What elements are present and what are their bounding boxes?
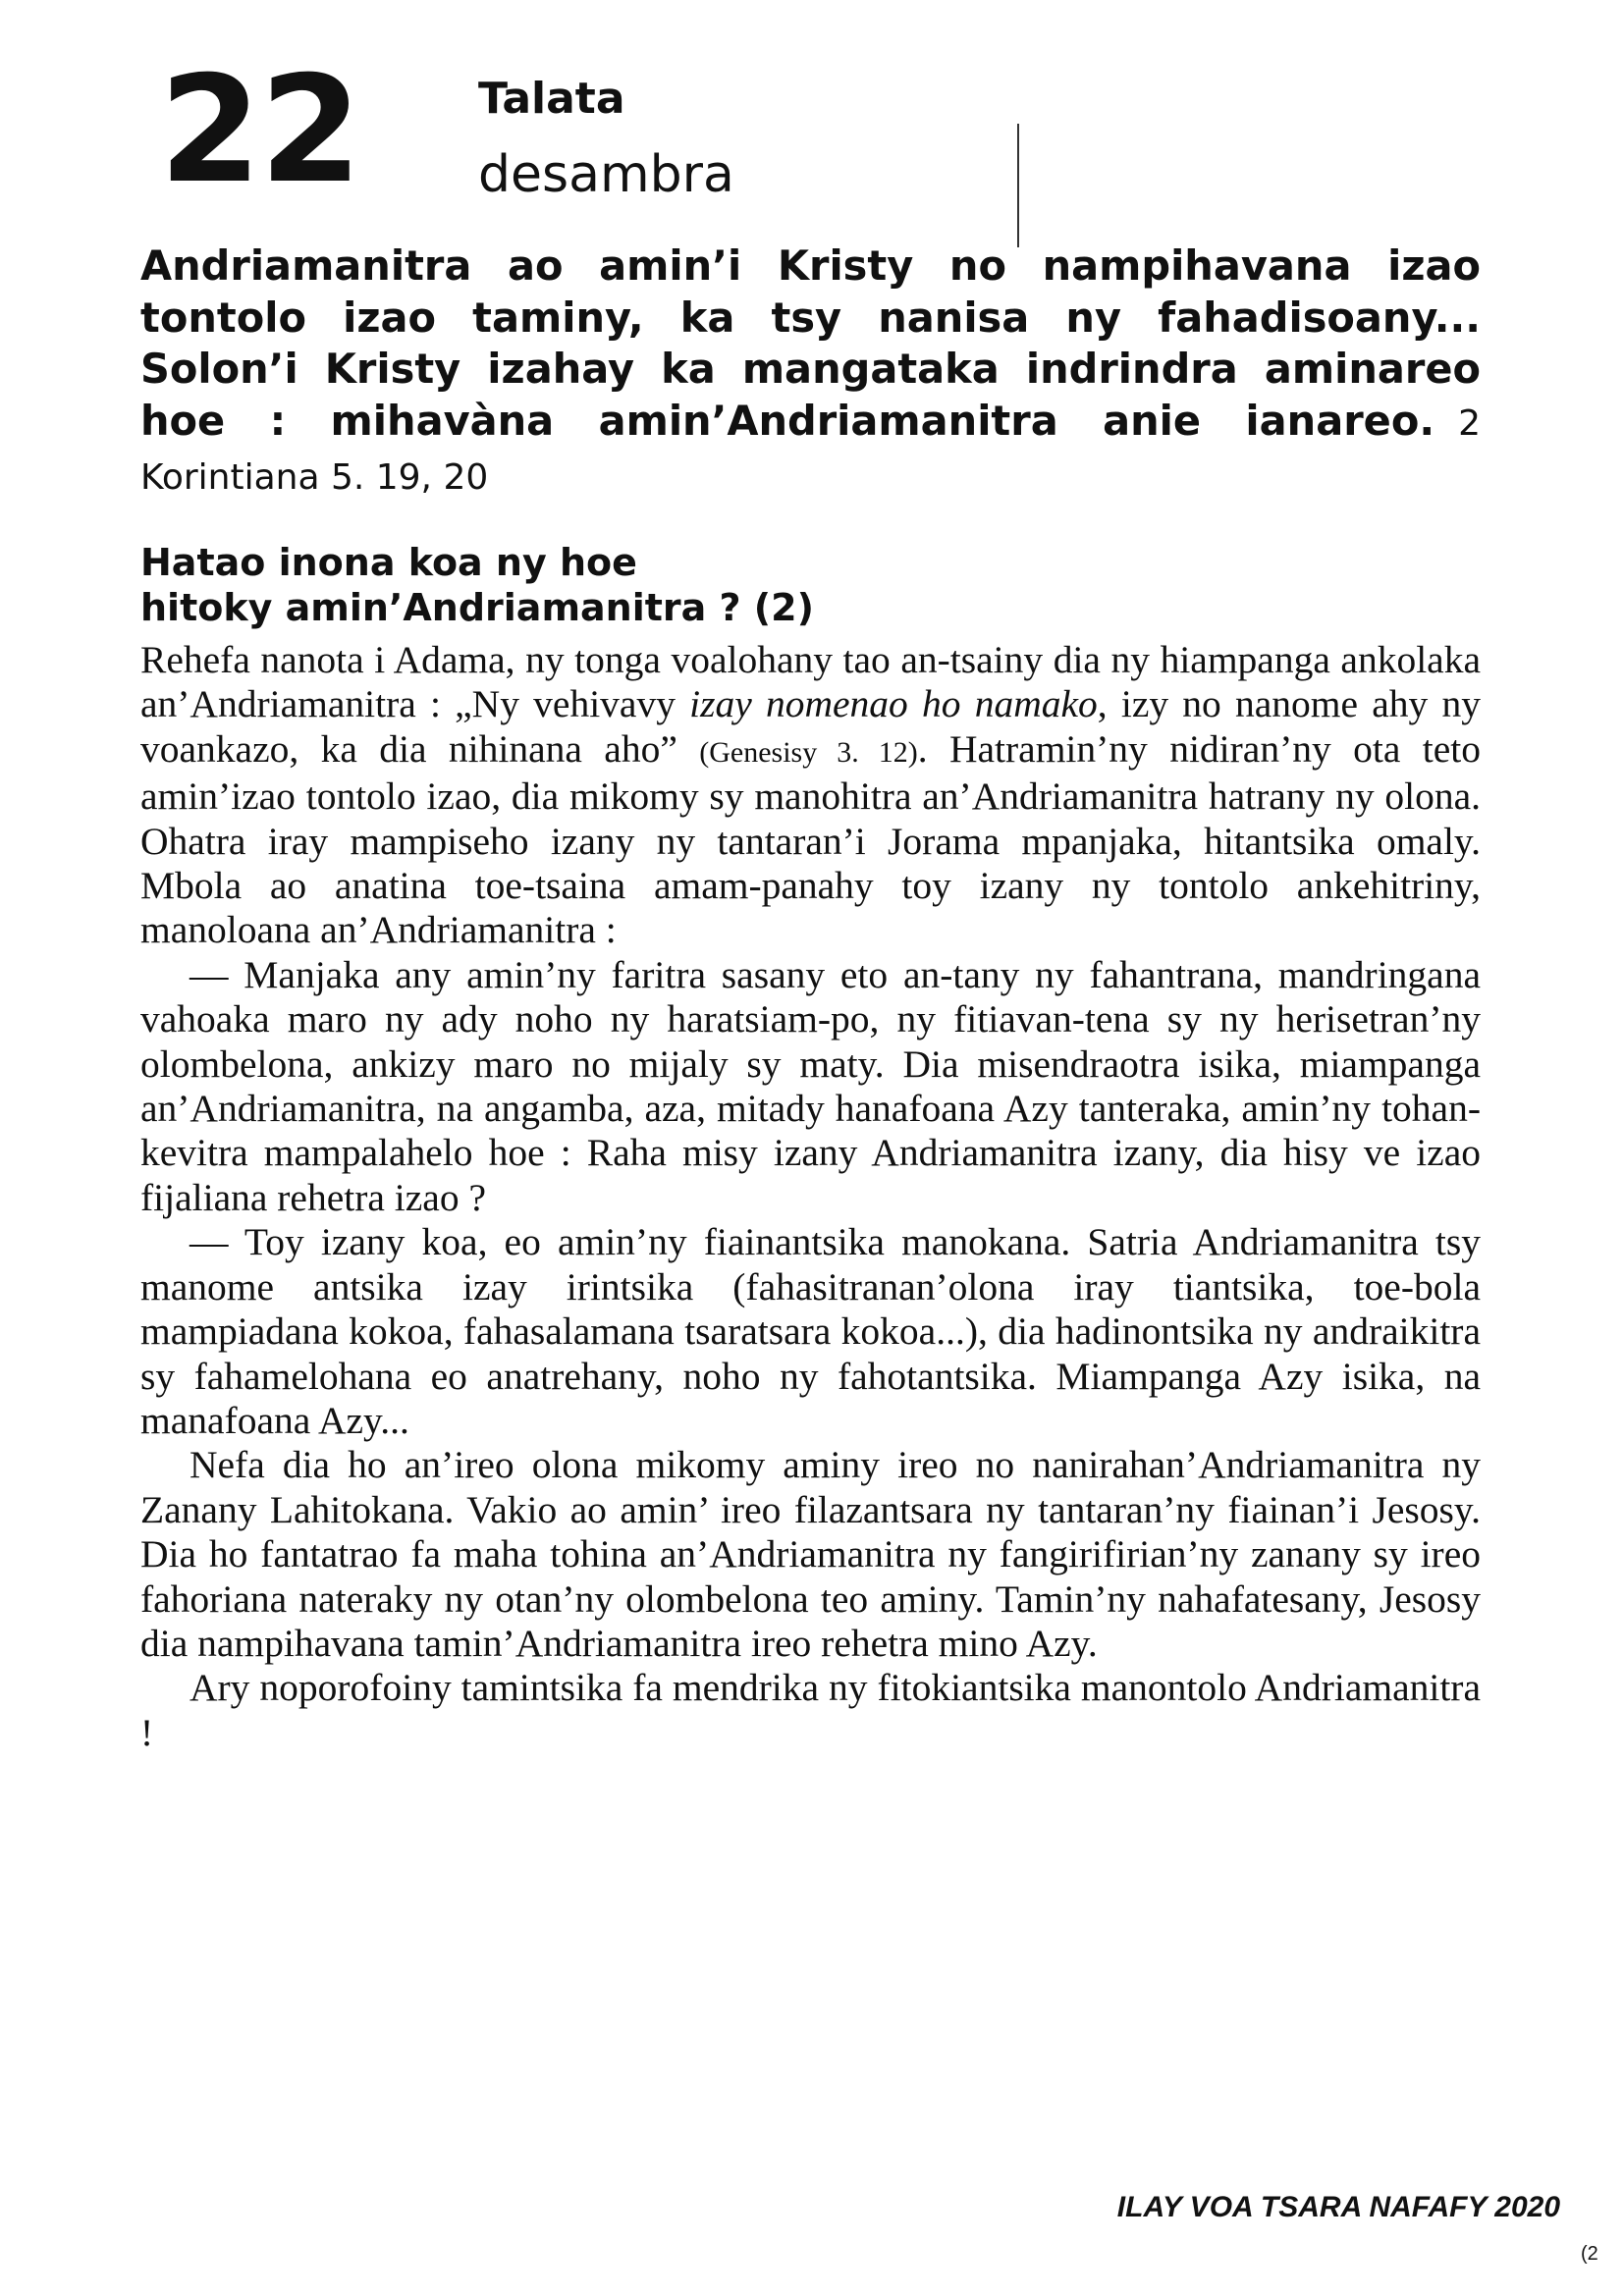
day-number: 22 [159,45,360,216]
month-label: desambra [478,145,734,204]
date-header [159,45,1534,216]
paragraph-1-text-a: Rehefa nanota i Adama, ny tonga voalohany tao an-tsainy dia ny hiampanga ankolaka an’Andriamanitra : „Ny vehivavy [140,638,1481,726]
header-divider [1017,124,1019,247]
footer-title: ILAY VOA TSARA NAFAFY 2020 [1116,2191,1560,2223]
paragraph-4: Nefa dia ho an’ireo olona mikomy aminy ireo no nanirahan’Andriamanitra ny Zanany Lahitokana. Vakio ao amin’ ireo filazantsara ny tantaran’ny fiainan’i Jesosy. Dia ho fantatrao fa maha tohina an’Andriamanitra ny fangirifirian’ny zanany sy ireo fahoriana nateraky ny otan’ny olombelona teo aminy. Tamin’ny nahafatesany, Jesosy dia nampihavana tamin’Andriamanitra ireo rehetra mino Azy. [140,1443,1481,1665]
article-title [140,540,1481,630]
daily-verse [140,240,1481,505]
paragraph-1-reference: (Genesisy 3. 12) [699,735,918,769]
verse-text: Andriamanitra ao amin’i Kristy no nampihavana izao tontolo izao taminy, ka tsy nanisa ny fahadisoany... Solon’i Kristy izahay ka mangataka indrindra aminareo hoe : mihavàna amin’Andriamanitra anie ianareo. [140,241,1481,445]
weekday-label: Talata [478,74,625,124]
paragraph-3: — Toy izany koa, eo amin’ny fiainantsika manokana. Satria Andriamanitra tsy manome antsika izay irintsika (fahasitranan’olona iray tiantsika, toe-bola mampiadana kokoa, fahasalamana tsaratsara kokoa...), dia hadinontsika ny andraikitra sy fahamelohana eo anatrehany, noho ny fahotantsika. Miampanga Azy isika, na manafoana Azy... [140,1220,1481,1442]
verse-reference: 2 Korintiana 5. 19, 20 [140,402,1481,498]
paragraph-1 [140,638,1481,953]
paragraph-5: Ary noporofoiny tamintsika fa mendrika ny fitokiantsika manontolo Andriamanitra ! [140,1666,1481,1754]
article-title-line-2: hitoky amin’Andriamanitra ? (2) [140,586,814,629]
article-body [140,638,1481,1755]
page-number: (2 [1581,2243,1598,2265]
paragraph-1-text-c: . Hatramin’ny nidiran’ny ota teto amin’izao tontolo izao, dia mikomy sy manohitra an’Andriamanitra hatrany ny olona. Ohatra iray mampiseho izany ny tantaran’i Jorama mpanjaka, hitantsika omaly. Mbola ao anatina toe-tsaina amam-panahy toy izany ny tontolo ankehitriny, manoloana an’Andriamanitra : [140,726,1481,952]
paragraph-2: — Manjaka any amin’ny faritra sasany eto an-tany ny fahantrana, mandringana vahoaka maro ny ady noho ny haratsiam-po, ny fitiavan-tena sy ny herisetran’ny olombelona, ankizy maro no mijaly sy maty. Dia misendraotra isika, miampanga an’Andriamanitra, na angamba, aza, mitady hanafoana Azy tanteraka, amin’ny tohan-kevitra mampalahelo hoe : Raha misy izany Andriamanitra izany, dia hisy ve izao fijaliana rehetra izao ? [140,952,1481,1219]
paragraph-1-italic: izay nomenao ho namako [689,682,1098,726]
paragraph-1-text-b: , izy no nanome ahy ny voankazo, ka dia nihinana aho” [140,682,1481,771]
article-title-line-1: Hatao inona koa ny hoe [140,541,637,584]
